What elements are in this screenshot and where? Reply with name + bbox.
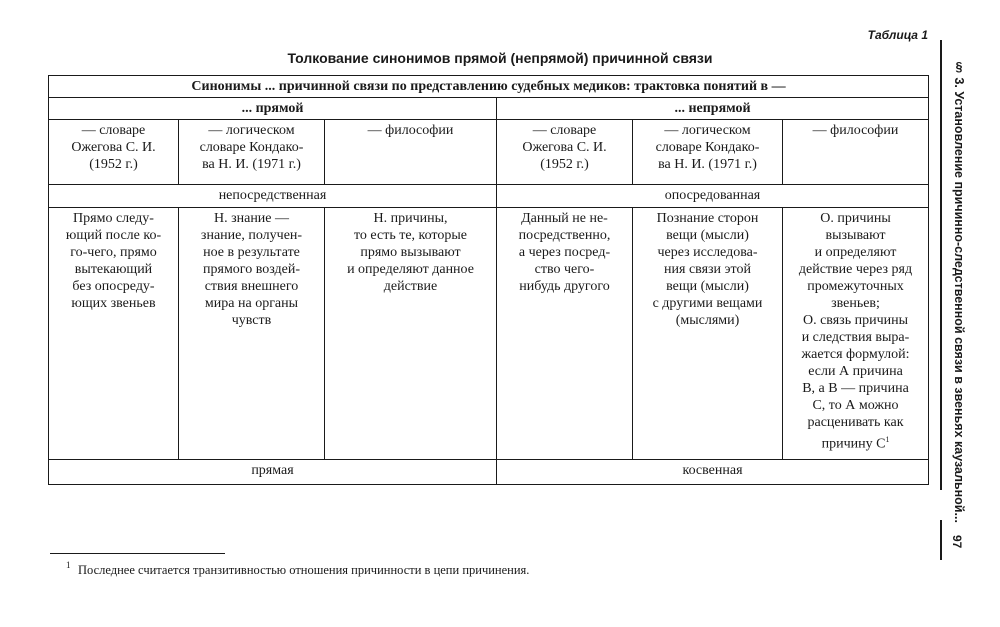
footnote bbox=[66, 560, 530, 578]
source-cell: — словаре Ожегова С. И. (1952 г.) bbox=[497, 120, 633, 185]
band-direct: непосредственная bbox=[49, 185, 497, 208]
footnote-text: Последнее считается транзитивностью отношения причинности в цепи причинения. bbox=[78, 563, 530, 577]
source-cell: — логическом словаре Кондако- ва Н. И. (1971 г.) bbox=[179, 120, 325, 185]
footnote-mark: 1 bbox=[66, 560, 71, 570]
source-cell: — словаре Ожегова С. И. (1952 г.) bbox=[49, 120, 179, 185]
footnote-rule bbox=[50, 553, 225, 554]
group-direct: ... прямой bbox=[49, 98, 497, 120]
running-head: § 3. Установление причинно-следственной связи в звеньях каузальной... bbox=[952, 60, 966, 523]
table-header: Синонимы ... причинной связи по представлению судебных медиков: трактовка понятий в — bbox=[49, 76, 929, 98]
page-number: 97 bbox=[950, 535, 964, 549]
definition-cell: Данный не не- посредственно, а через посред- ство чего- нибудь другого bbox=[497, 208, 633, 460]
group-indirect: ... непрямой bbox=[497, 98, 929, 120]
definition-cell: Н. причины, то есть те, которые прямо вызывают и определяют данное действие bbox=[325, 208, 497, 460]
source-cell: — философии bbox=[325, 120, 497, 185]
source-cell: — философии bbox=[783, 120, 929, 185]
definition-cell: Прямо следу- ющий после ко- го-чего, прямо вытекающий без опосреду- ющих звеньев bbox=[49, 208, 179, 460]
margin-rule bbox=[940, 520, 942, 560]
synonyms-table bbox=[48, 75, 929, 485]
band-indirect: опосредованная bbox=[497, 185, 929, 208]
margin-rule bbox=[940, 40, 942, 490]
table-label: Таблица 1 bbox=[867, 28, 928, 42]
footer-indirect: косвенная bbox=[497, 460, 929, 485]
source-cell: — логическом словаре Кондако- ва Н. И. (1971 г.) bbox=[633, 120, 783, 185]
table-title: Толкование синонимов прямой (непрямой) причинной связи bbox=[287, 50, 713, 66]
definition-cell: Н. знание — знание, получен- ное в результате прямого воздей- ствия внешнего мира на органы чувств bbox=[179, 208, 325, 460]
definition-cell: О. причины вызывают и определяют действие через ряд промежуточных звеньев; О. связь причины и следствия выра- жается формулой: если А причина В, а В — причина С, то А можно расценивать как причину $С^1$ bbox=[783, 208, 929, 460]
footer-direct: прямая bbox=[49, 460, 497, 485]
footnote-ref: 1 bbox=[885, 435, 890, 444]
definition-cell: Познание сторон вещи (мысли) через исследова- ния связи этой вещи (мысли) с другими вещами (мыслями) bbox=[633, 208, 783, 460]
